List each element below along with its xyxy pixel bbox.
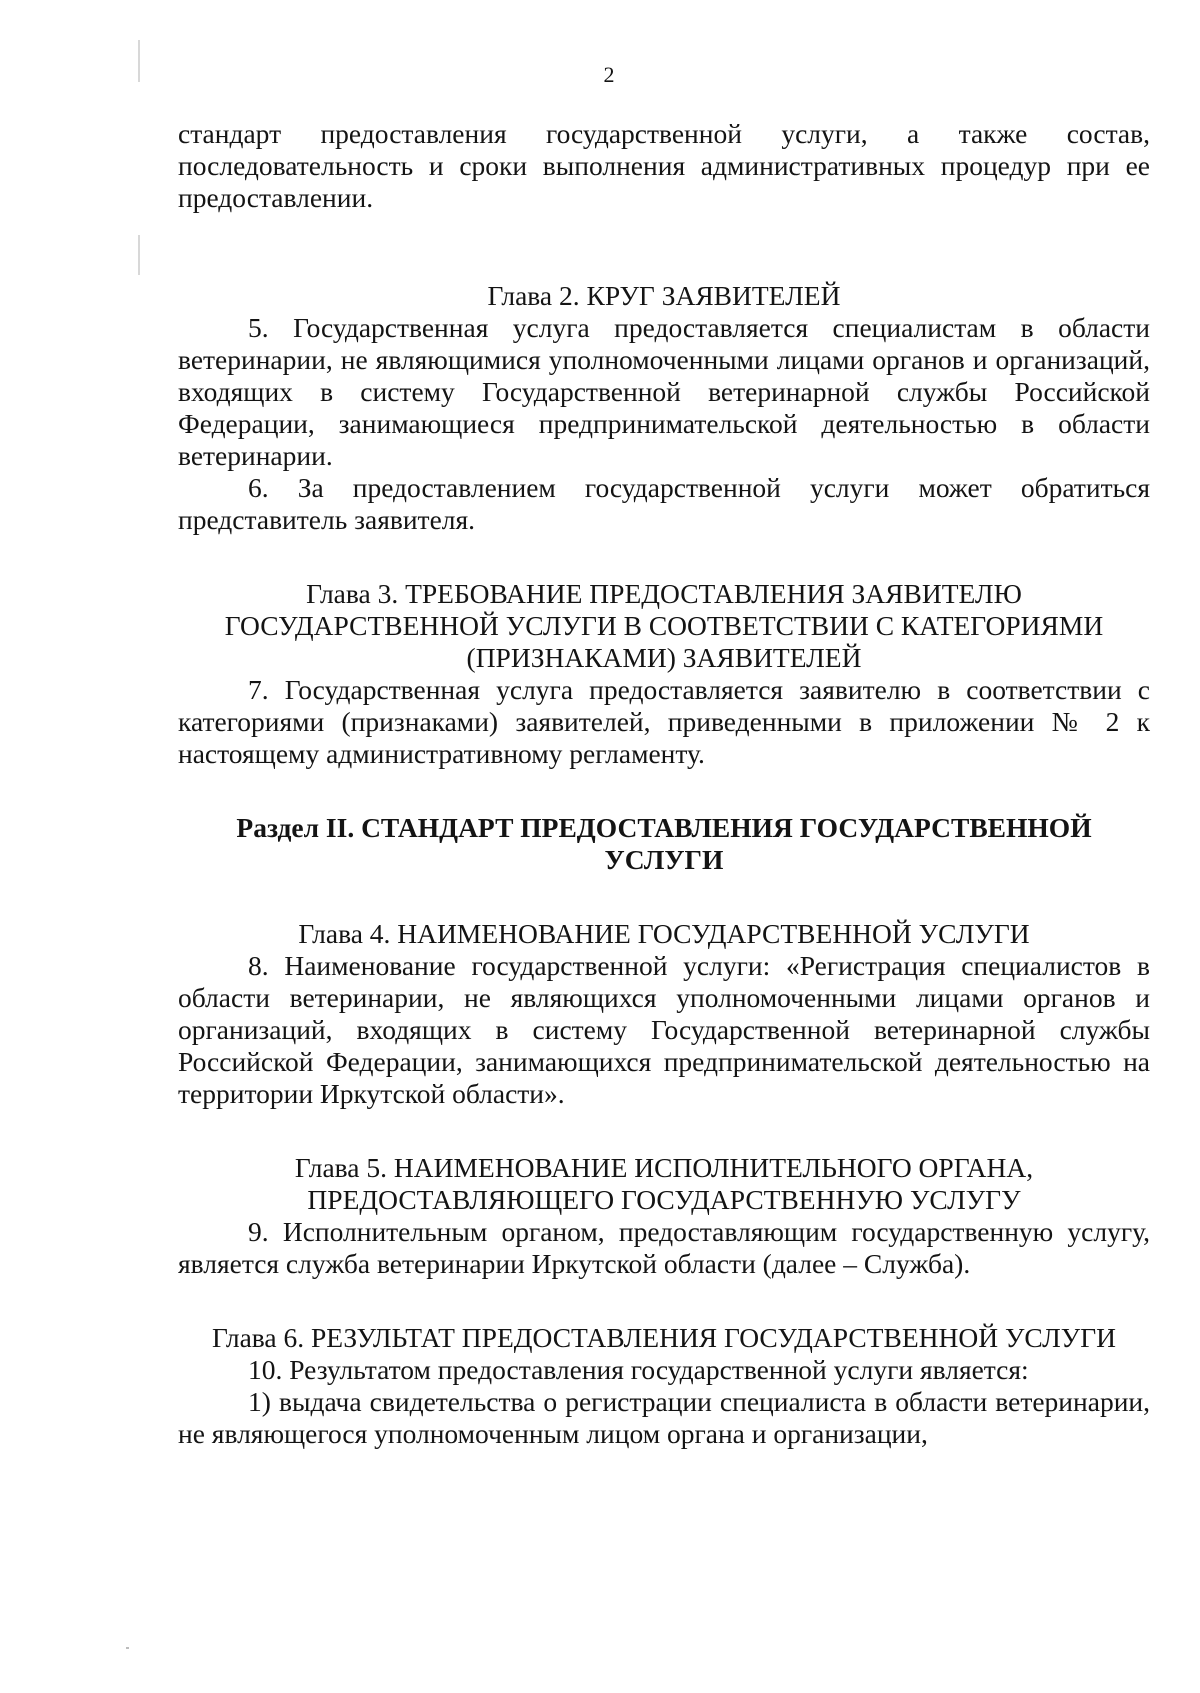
- chapter-5-heading: Глава 5. НАИМЕНОВАНИЕ ИСПОЛНИТЕЛЬНОГО ОРГАНА, ПРЕДОСТАВЛЯЮЩЕГО ГОСУДАРСТВЕННУЮ УСЛУГУ: [294, 1152, 1034, 1215]
- paragraph-6: 6. За предоставлением государственной услуги может обратиться представитель заявителя.: [178, 472, 1150, 535]
- document-body: [178, 118, 1150, 1450]
- paragraph-9: 9. Исполнительным органом, предоставляющим государственную услугу, является служба ветеринарии Иркутской области (далее – Служба).: [178, 1216, 1150, 1279]
- paragraph-8: 8. Наименование государственной услуги: «Регистрация специалистов в области ветеринарии, не являющихся уполномоченными лицами органов и организаций, входящих в систему Государственной ветеринарной службы Российской Федерации, занимающихся предпринимательской деятельностью на территории Иркутской области».: [178, 950, 1150, 1109]
- page-number: 2: [603, 62, 615, 87]
- paragraph-10: 10. Результатом предоставления государственной услуги является:: [248, 1354, 1029, 1385]
- section-2-heading: Раздел II. СТАНДАРТ ПРЕДОСТАВЛЕНИЯ ГОСУДАРСТВЕННОЙ УСЛУГИ: [236, 812, 1092, 875]
- paragraph-5: 5. Государственная услуга предоставляется специалистам в области ветеринарии, не являющимися уполномоченными лицами органов и организаций, входящих в систему Государственной ветеринарной службы Российской Федерации, занимающиеся предпринимательской деятельностью в области ветеринарии.: [178, 312, 1150, 471]
- chapter-3-heading: Глава 3. ТРЕБОВАНИЕ ПРЕДОСТАВЛЕНИЯ ЗАЯВИТЕЛЮ ГОСУДАРСТВЕННОЙ УСЛУГИ В СООТВЕТСТВИИ С КАТЕГОРИЯМИ (ПРИЗНАКАМИ) ЗАЯВИТЕЛЕЙ: [224, 578, 1104, 673]
- chapter-6-heading: Глава 6. РЕЗУЛЬТАТ ПРЕДОСТАВЛЕНИЯ ГОСУДАРСТВЕННОЙ УСЛУГИ: [212, 1322, 1116, 1353]
- paragraph-intro: стандарт предоставления государственной услуги, а также состав, последовательность и сроки выполнения административных процедур при ее предоставлении.: [178, 118, 1150, 213]
- scan-speck: [126, 1647, 129, 1649]
- chapter-2-heading: Глава 2. КРУГ ЗАЯВИТЕЛЕЙ: [487, 280, 841, 311]
- chapter-4-heading: Глава 4. НАИМЕНОВАНИЕ ГОСУДАРСТВЕННОЙ УСЛУГИ: [298, 918, 1030, 949]
- paragraph-7: 7. Государственная услуга предоставляется заявителю в соответствии с категориями (признаками) заявителей, приведенными в приложении № 2 к настоящему административному регламенту.: [178, 674, 1150, 769]
- scan-margin-mark: [138, 235, 140, 275]
- paragraph-10-item-1: 1) выдача свидетельства о регистрации специалиста в области ветеринарии, не являющегося уполномоченным лицом органа и организации,: [178, 1386, 1150, 1449]
